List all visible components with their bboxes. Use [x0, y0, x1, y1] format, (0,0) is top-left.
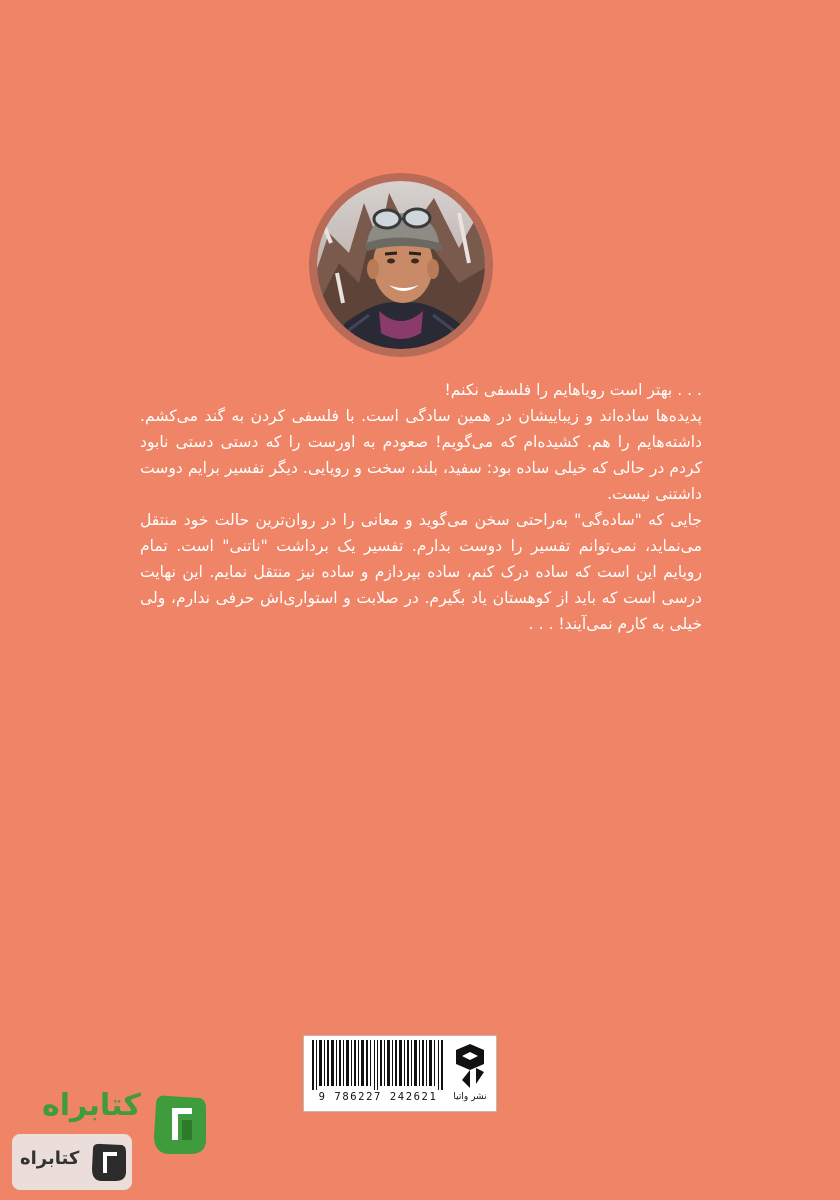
publisher-logo-icon	[450, 1042, 490, 1090]
watermark-badge	[12, 1134, 132, 1190]
barcode-icon	[312, 1040, 444, 1092]
blurb-paragraph: پدیده‌ها ساده‌اند و زیباییشان در همین سادگی است. با فلسفی کردن به گند می‌کشم. داشته‌هایم را هم. کشیده‌ام که می‌گویم! صعودم به اورست را که دستی دستی نابود کردم در حالی که خیلی ساده بود: سفید، بلند، سخت و رویایی. دیگر تفسیر برایم دوست داشتنی نیست.	[140, 407, 702, 503]
ketabrah-watermark	[10, 1088, 210, 1196]
author-portrait	[309, 173, 493, 357]
back-cover-blurb	[140, 377, 702, 637]
blurb-paragraph: جایی که "ساده‌گی" به‌راحتی سخن می‌گوید و معانی را در روان‌ترین حالت خود منتقل می‌نماید، نمی‌توانم تفسیر را دوست بدارم. تفسیر یک برداشت "ناتنی" است. تمام رویایم این است که ساده درک کنم، ساده بپردازم و ساده نیز منتقل نمایم. این نهایت درسی است که باید از کوهستان یاد بگیرم. در صلابت و استواری‌اش حرفی ندارم، ولی خیلی به کارم نمی‌آیند! . . .	[140, 511, 702, 633]
ketabrah-logo-icon	[148, 1090, 210, 1158]
isbn-barcode-box	[303, 1035, 497, 1112]
publisher-name: نشر واتیا	[453, 1092, 487, 1102]
ketabrah-small-logo-icon	[88, 1140, 128, 1184]
watermark-large-text: کتابراه	[42, 1088, 141, 1123]
watermark-small-text: کتابراه	[20, 1148, 80, 1169]
author-photo-illustration	[309, 173, 493, 357]
blurb-paragraph: . . . بهتر است رویاهایم را فلسفی نکنم!	[444, 381, 702, 399]
isbn-number: 9 786227 242621	[318, 1091, 438, 1103]
